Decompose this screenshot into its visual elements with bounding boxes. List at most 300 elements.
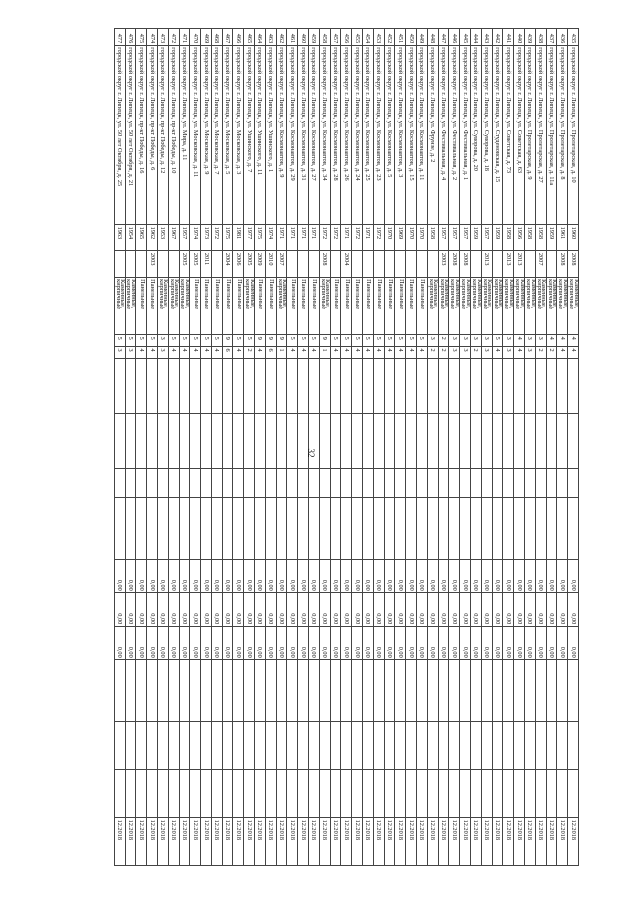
cell-address: городской округ г. Липецк, ул. Космонавтов, д. 5 — [384, 45, 395, 224]
cell-address: городской округ г. Липецк, ул. Космонавтов, д. 29 — [287, 45, 298, 224]
cell-residents — [233, 468, 244, 497]
cell-c4 — [276, 660, 287, 722]
cell-c4 — [460, 660, 471, 722]
cell-c2: 0,00 — [427, 593, 438, 626]
cell-cost-total — [525, 497, 536, 559]
cell-limit-cost — [179, 770, 190, 818]
cell-entrances: 3 — [157, 347, 168, 359]
cell-material: Каменные, кирпичные — [535, 277, 546, 334]
cell-entrances: 4 — [514, 347, 525, 359]
cell-limit-cost — [233, 770, 244, 818]
cell-area-total — [319, 358, 330, 413]
cell-no: 455 — [352, 29, 363, 46]
cell-c4 — [255, 660, 266, 722]
cell-planned-date: 12.2018 — [384, 818, 395, 866]
cell-planned-date: 12.2018 — [255, 818, 266, 866]
cell-address: городской округ г. Липецк, ул. Космонавтов, д. 25 — [363, 45, 374, 224]
cell-c1: 0,00 — [125, 559, 136, 592]
table-row — [190, 29, 201, 866]
cell-floors: 5 — [244, 335, 255, 347]
cell-area-total — [157, 358, 168, 413]
cell-floors: 5 — [384, 335, 395, 347]
cell-unit-cost — [471, 722, 482, 770]
cell-entrances: 3 — [460, 347, 471, 359]
cell-floors: 5 — [114, 335, 125, 347]
cell-c4 — [222, 660, 233, 722]
cell-address: городской округ г. Липецк, ул. Космонавтов, д. 23 — [373, 45, 384, 224]
table-row — [406, 29, 417, 866]
cell-year-built: 1974 — [265, 225, 276, 251]
cell-c4 — [168, 660, 179, 722]
cell-c2: 0,00 — [492, 593, 503, 626]
cell-c4 — [363, 660, 374, 722]
cell-year-renov: 2013 — [481, 251, 492, 277]
cell-c2: 0,00 — [190, 593, 201, 626]
cell-c2: 0,00 — [384, 593, 395, 626]
cell-limit-cost — [298, 770, 309, 818]
cell-cost-total — [417, 497, 428, 559]
cell-planned-date: 12.2018 — [222, 818, 233, 866]
cell-entrances: 2 — [427, 347, 438, 359]
cell-residents — [427, 468, 438, 497]
cell-entrances: 4 — [406, 347, 417, 359]
cell-c3: 0,00 — [309, 626, 320, 659]
cell-c1: 0,00 — [201, 559, 212, 592]
cell-area-total — [557, 358, 568, 413]
cell-material: Панельные — [363, 277, 374, 334]
cell-floors: 5 — [309, 335, 320, 347]
cell-address: городской округ г. Липецк, ул. Советская, д. 63 — [514, 45, 525, 224]
cell-cost-total — [427, 497, 438, 559]
cell-entrances: 1 — [276, 347, 287, 359]
cell-c1: 0,00 — [492, 559, 503, 592]
cell-c4 — [514, 660, 525, 722]
cell-year-built: 1977 — [244, 225, 255, 251]
cell-c1: 0,00 — [363, 559, 374, 592]
cell-planned-date: 12.2018 — [168, 818, 179, 866]
cell-material: Каменные, кирпичные — [449, 277, 460, 334]
cell-residents — [417, 468, 428, 497]
cell-address: городской округ г. Липецк, ул. Фрунзе, д. 2 — [427, 45, 438, 224]
cell-area-total — [352, 358, 363, 413]
table-row — [147, 29, 158, 866]
cell-cost-total — [438, 497, 449, 559]
cell-year-renov: 2004 — [222, 251, 233, 277]
cell-material: Панельные — [309, 277, 320, 334]
cell-residents — [535, 468, 546, 497]
cell-area-total — [114, 358, 125, 413]
cell-area-living — [276, 413, 287, 468]
cell-c1: 0,00 — [276, 559, 287, 592]
cell-c3: 0,00 — [265, 626, 276, 659]
cell-year-renov — [546, 251, 557, 277]
cell-floors: 3 — [503, 335, 514, 347]
table-row — [222, 29, 233, 866]
cell-no: 460 — [298, 29, 309, 46]
cell-floors: 5 — [168, 335, 179, 347]
cell-unit-cost — [211, 722, 222, 770]
cell-material: Панельные — [190, 277, 201, 334]
cell-unit-cost — [157, 722, 168, 770]
table-row — [525, 29, 536, 866]
cell-area-total — [568, 358, 579, 413]
cell-address: городской округ г. Липецк, ул. Московская, д. 7 — [211, 45, 222, 224]
cell-c2: 0,00 — [514, 593, 525, 626]
cell-area-living — [395, 413, 406, 468]
cell-entrances: 4 — [417, 347, 428, 359]
cell-year-built: 1956 — [514, 225, 525, 251]
cell-floors: 3 — [535, 335, 546, 347]
cell-area-total — [363, 358, 374, 413]
cell-address: городской округ г. Липецк, пр-кт Победы, д. 10 — [168, 45, 179, 224]
cell-cost-total — [287, 497, 298, 559]
cell-unit-cost — [255, 722, 266, 770]
cell-year-built: 1970 — [406, 225, 417, 251]
cell-limit-cost — [265, 770, 276, 818]
cell-c4 — [114, 660, 125, 722]
cell-address: городской округ г. Липецк, ул. Пролетарская, д. 8 — [557, 45, 568, 224]
cell-entrances: 2 — [244, 347, 255, 359]
cell-cost-total — [233, 497, 244, 559]
cell-residents — [211, 468, 222, 497]
cell-residents — [438, 468, 449, 497]
cell-residents — [471, 468, 482, 497]
cell-area-total — [546, 358, 557, 413]
cell-address: городской округ г. Липецк, ул. Пролетарская, д. 11а — [546, 45, 557, 224]
cell-planned-date: 12.2018 — [114, 818, 125, 866]
cell-residents — [363, 468, 374, 497]
cell-area-living — [341, 413, 352, 468]
cell-entrances: 6 — [222, 347, 233, 359]
cell-c1: 0,00 — [233, 559, 244, 592]
cell-year-renov: 2008 — [449, 251, 460, 277]
cell-residents — [503, 468, 514, 497]
cell-entrances: 3 — [525, 347, 536, 359]
cell-area-living — [190, 413, 201, 468]
cell-no: 477 — [114, 29, 125, 46]
cell-c2: 0,00 — [341, 593, 352, 626]
cell-c4 — [568, 660, 579, 722]
cell-c4 — [319, 660, 330, 722]
cell-unit-cost — [168, 722, 179, 770]
cell-limit-cost — [503, 770, 514, 818]
cell-limit-cost — [211, 770, 222, 818]
cell-planned-date: 12.2018 — [341, 818, 352, 866]
cell-entrances: 4 — [201, 347, 212, 359]
cell-unit-cost — [395, 722, 406, 770]
cell-year-renov: 2009 — [255, 251, 266, 277]
cell-no: 441 — [503, 29, 514, 46]
cell-cost-total — [157, 497, 168, 559]
cell-c3: 0,00 — [201, 626, 212, 659]
cell-planned-date: 12.2018 — [136, 818, 147, 866]
cell-no: 453 — [373, 29, 384, 46]
cell-material: Каменные, кирпичные — [481, 277, 492, 334]
cell-c4 — [211, 660, 222, 722]
cell-address: городской округ г. Липецк, ул. Фестивальная, д. 1 — [460, 45, 471, 224]
cell-c4 — [244, 660, 255, 722]
cell-floors: 5 — [233, 335, 244, 347]
cell-c2: 0,00 — [179, 593, 190, 626]
cell-cost-total — [222, 497, 233, 559]
cell-no: 459 — [309, 29, 320, 46]
cell-unit-cost — [287, 722, 298, 770]
cell-unit-cost — [557, 722, 568, 770]
cell-material: Каменные, кирпичные — [557, 277, 568, 334]
cell-address: городской округ г. Липецк, ул. Пролетарская, д. 10 — [568, 45, 579, 224]
cell-area-living — [481, 413, 492, 468]
cell-cost-total — [460, 497, 471, 559]
cell-cost-total — [384, 497, 395, 559]
cell-unit-cost — [136, 722, 147, 770]
cell-c4 — [471, 660, 482, 722]
cell-c4 — [341, 660, 352, 722]
cell-floors: 4 — [557, 335, 568, 347]
cell-unit-cost — [114, 722, 125, 770]
cell-floors: 5 — [341, 335, 352, 347]
cell-year-built: 1960 — [568, 225, 579, 251]
cell-limit-cost — [568, 770, 579, 818]
cell-unit-cost — [233, 722, 244, 770]
cell-planned-date: 12.2018 — [190, 818, 201, 866]
cell-no: 442 — [492, 29, 503, 46]
cell-year-renov: 2008 — [460, 251, 471, 277]
cell-cost-total — [406, 497, 417, 559]
cell-year-built: 1971 — [276, 225, 287, 251]
table-row — [363, 29, 374, 866]
cell-floors: 3 — [481, 335, 492, 347]
table-row — [535, 29, 546, 866]
cell-no: 472 — [168, 29, 179, 46]
cell-year-renov: 2010 — [265, 251, 276, 277]
cell-area-total — [417, 358, 428, 413]
cell-c3: 0,00 — [244, 626, 255, 659]
cell-c1: 0,00 — [157, 559, 168, 592]
cell-address: городской округ г. Липецк, ул. Пролетарская, д. 27 — [535, 45, 546, 224]
cell-c3: 0,00 — [568, 626, 579, 659]
cell-c1: 0,00 — [503, 559, 514, 592]
cell-residents — [557, 468, 568, 497]
cell-year-built: 1953 — [157, 225, 168, 251]
cell-year-built: 1954 — [125, 225, 136, 251]
cell-unit-cost — [384, 722, 395, 770]
cell-entrances: 4 — [147, 347, 158, 359]
cell-area-total — [460, 358, 471, 413]
table-row — [384, 29, 395, 866]
cell-unit-cost — [568, 722, 579, 770]
cell-residents — [481, 468, 492, 497]
cell-area-total — [481, 358, 492, 413]
cell-c1: 0,00 — [406, 559, 417, 592]
cell-c2: 0,00 — [157, 593, 168, 626]
cell-c3: 0,00 — [125, 626, 136, 659]
cell-c2: 0,00 — [525, 593, 536, 626]
cell-year-renov: 2013 — [514, 251, 525, 277]
table-row — [492, 29, 503, 866]
cell-cost-total — [298, 497, 309, 559]
cell-entrances: 4 — [330, 347, 341, 359]
cell-residents — [244, 468, 255, 497]
cell-planned-date: 12.2018 — [157, 818, 168, 866]
cell-c2: 0,00 — [546, 593, 557, 626]
cell-planned-date: 12.2018 — [319, 818, 330, 866]
cell-c2: 0,00 — [460, 593, 471, 626]
cell-material: Каменные, кирпичные — [168, 277, 179, 334]
cell-area-living — [535, 413, 546, 468]
table-row — [168, 29, 179, 866]
cell-residents — [190, 468, 201, 497]
cell-material: Каменные, кирпичные — [525, 277, 536, 334]
cell-planned-date: 12.2018 — [427, 818, 438, 866]
cell-entrances: 4 — [211, 347, 222, 359]
cell-area-total — [330, 358, 341, 413]
cell-cost-total — [514, 497, 525, 559]
cell-no: 471 — [179, 29, 190, 46]
cell-unit-cost — [309, 722, 320, 770]
cell-no: 444 — [471, 29, 482, 46]
cell-floors: 2 — [438, 335, 449, 347]
cell-year-renov: 2008 — [568, 251, 579, 277]
cell-material: Панельные — [211, 277, 222, 334]
cell-address: городской округ г. Липецк, ул. Космонавтов, д. 24 — [352, 45, 363, 224]
cell-year-built: 1971 — [363, 225, 374, 251]
cell-residents — [265, 468, 276, 497]
cell-area-total — [341, 358, 352, 413]
cell-material: Каменные, кирпичные — [460, 277, 471, 334]
cell-limit-cost — [546, 770, 557, 818]
cell-area-total — [222, 358, 233, 413]
cell-year-built: 1957 — [438, 225, 449, 251]
cell-c4 — [384, 660, 395, 722]
table-row — [481, 29, 492, 866]
cell-limit-cost — [373, 770, 384, 818]
cell-entrances: 4 — [190, 347, 201, 359]
cell-c2: 0,00 — [449, 593, 460, 626]
cell-material: Каменные, кирпичные — [546, 277, 557, 334]
cell-year-built: 1971 — [287, 225, 298, 251]
cell-limit-cost — [395, 770, 406, 818]
cell-cost-total — [568, 497, 579, 559]
cell-floors: 5 — [179, 335, 190, 347]
cell-area-living — [438, 413, 449, 468]
cell-no: 443 — [481, 29, 492, 46]
cell-limit-cost — [492, 770, 503, 818]
cell-area-living — [255, 413, 266, 468]
cell-c3: 0,00 — [341, 626, 352, 659]
cell-c1: 0,00 — [255, 559, 266, 592]
cell-year-renov — [125, 251, 136, 277]
cell-area-living — [211, 413, 222, 468]
cell-c3: 0,00 — [535, 626, 546, 659]
cell-floors: 5 — [373, 335, 384, 347]
cell-entrances: 4 — [179, 347, 190, 359]
cell-c4 — [136, 660, 147, 722]
cell-unit-cost — [244, 722, 255, 770]
table-row — [503, 29, 514, 866]
cell-c2: 0,00 — [395, 593, 406, 626]
cell-year-renov — [471, 251, 482, 277]
cell-material: Панельные — [395, 277, 406, 334]
cell-limit-cost — [514, 770, 525, 818]
cell-limit-cost — [406, 770, 417, 818]
cell-unit-cost — [363, 722, 374, 770]
cell-c1: 0,00 — [190, 559, 201, 592]
cell-year-built: 1969 — [395, 225, 406, 251]
cell-residents — [319, 468, 330, 497]
cell-c3: 0,00 — [427, 626, 438, 659]
cell-no: 473 — [157, 29, 168, 46]
cell-limit-cost — [535, 770, 546, 818]
cell-no: 440 — [514, 29, 525, 46]
cell-residents — [341, 468, 352, 497]
table-row — [319, 29, 330, 866]
cell-c3: 0,00 — [190, 626, 201, 659]
cell-year-renov: 2003 — [438, 251, 449, 277]
cell-year-renov: 2008 — [319, 251, 330, 277]
cell-area-total — [147, 358, 158, 413]
cell-area-living — [471, 413, 482, 468]
cell-no: 470 — [190, 29, 201, 46]
cell-floors: 5 — [352, 335, 363, 347]
cell-floors: 3 — [471, 335, 482, 347]
cell-c3: 0,00 — [460, 626, 471, 659]
cell-no: 466 — [233, 29, 244, 46]
cell-floors: 4 — [514, 335, 525, 347]
cell-entrances: 3 — [114, 347, 125, 359]
cell-area-living — [503, 413, 514, 468]
cell-limit-cost — [363, 770, 374, 818]
cell-material: Каменные, кирпичные — [471, 277, 482, 334]
cell-address: городской округ г. Липецк, ул. Ушинского, д. 1 — [265, 45, 276, 224]
cell-area-total — [427, 358, 438, 413]
cell-no: 446 — [449, 29, 460, 46]
cell-c1: 0,00 — [136, 559, 147, 592]
cell-limit-cost — [168, 770, 179, 818]
cell-c4 — [265, 660, 276, 722]
cell-c1: 0,00 — [330, 559, 341, 592]
cell-c3: 0,00 — [276, 626, 287, 659]
cell-c3: 0,00 — [481, 626, 492, 659]
cell-cost-total — [352, 497, 363, 559]
cell-c4 — [503, 660, 514, 722]
cell-c3: 0,00 — [211, 626, 222, 659]
cell-c4 — [125, 660, 136, 722]
cell-no: 474 — [147, 29, 158, 46]
cell-year-renov: 2007 — [535, 251, 546, 277]
cell-c3: 0,00 — [406, 626, 417, 659]
cell-limit-cost — [330, 770, 341, 818]
cell-floors: 3 — [460, 335, 471, 347]
cell-material: Панельные — [406, 277, 417, 334]
cell-year-renov — [492, 251, 503, 277]
cell-c4 — [373, 660, 384, 722]
cell-no: 437 — [546, 29, 557, 46]
cell-c3: 0,00 — [514, 626, 525, 659]
cell-year-built: 1971 — [341, 225, 352, 251]
cell-c4 — [417, 660, 428, 722]
cell-material: Панельные — [373, 277, 384, 334]
cell-c4 — [309, 660, 320, 722]
cell-year-renov — [298, 251, 309, 277]
cell-unit-cost — [438, 722, 449, 770]
cell-no: 438 — [535, 29, 546, 46]
cell-material: Панельные — [417, 277, 428, 334]
cell-area-total — [168, 358, 179, 413]
cell-area-living — [427, 413, 438, 468]
cell-c3: 0,00 — [363, 626, 374, 659]
cell-no: 436 — [557, 29, 568, 46]
cell-no: 464 — [255, 29, 266, 46]
